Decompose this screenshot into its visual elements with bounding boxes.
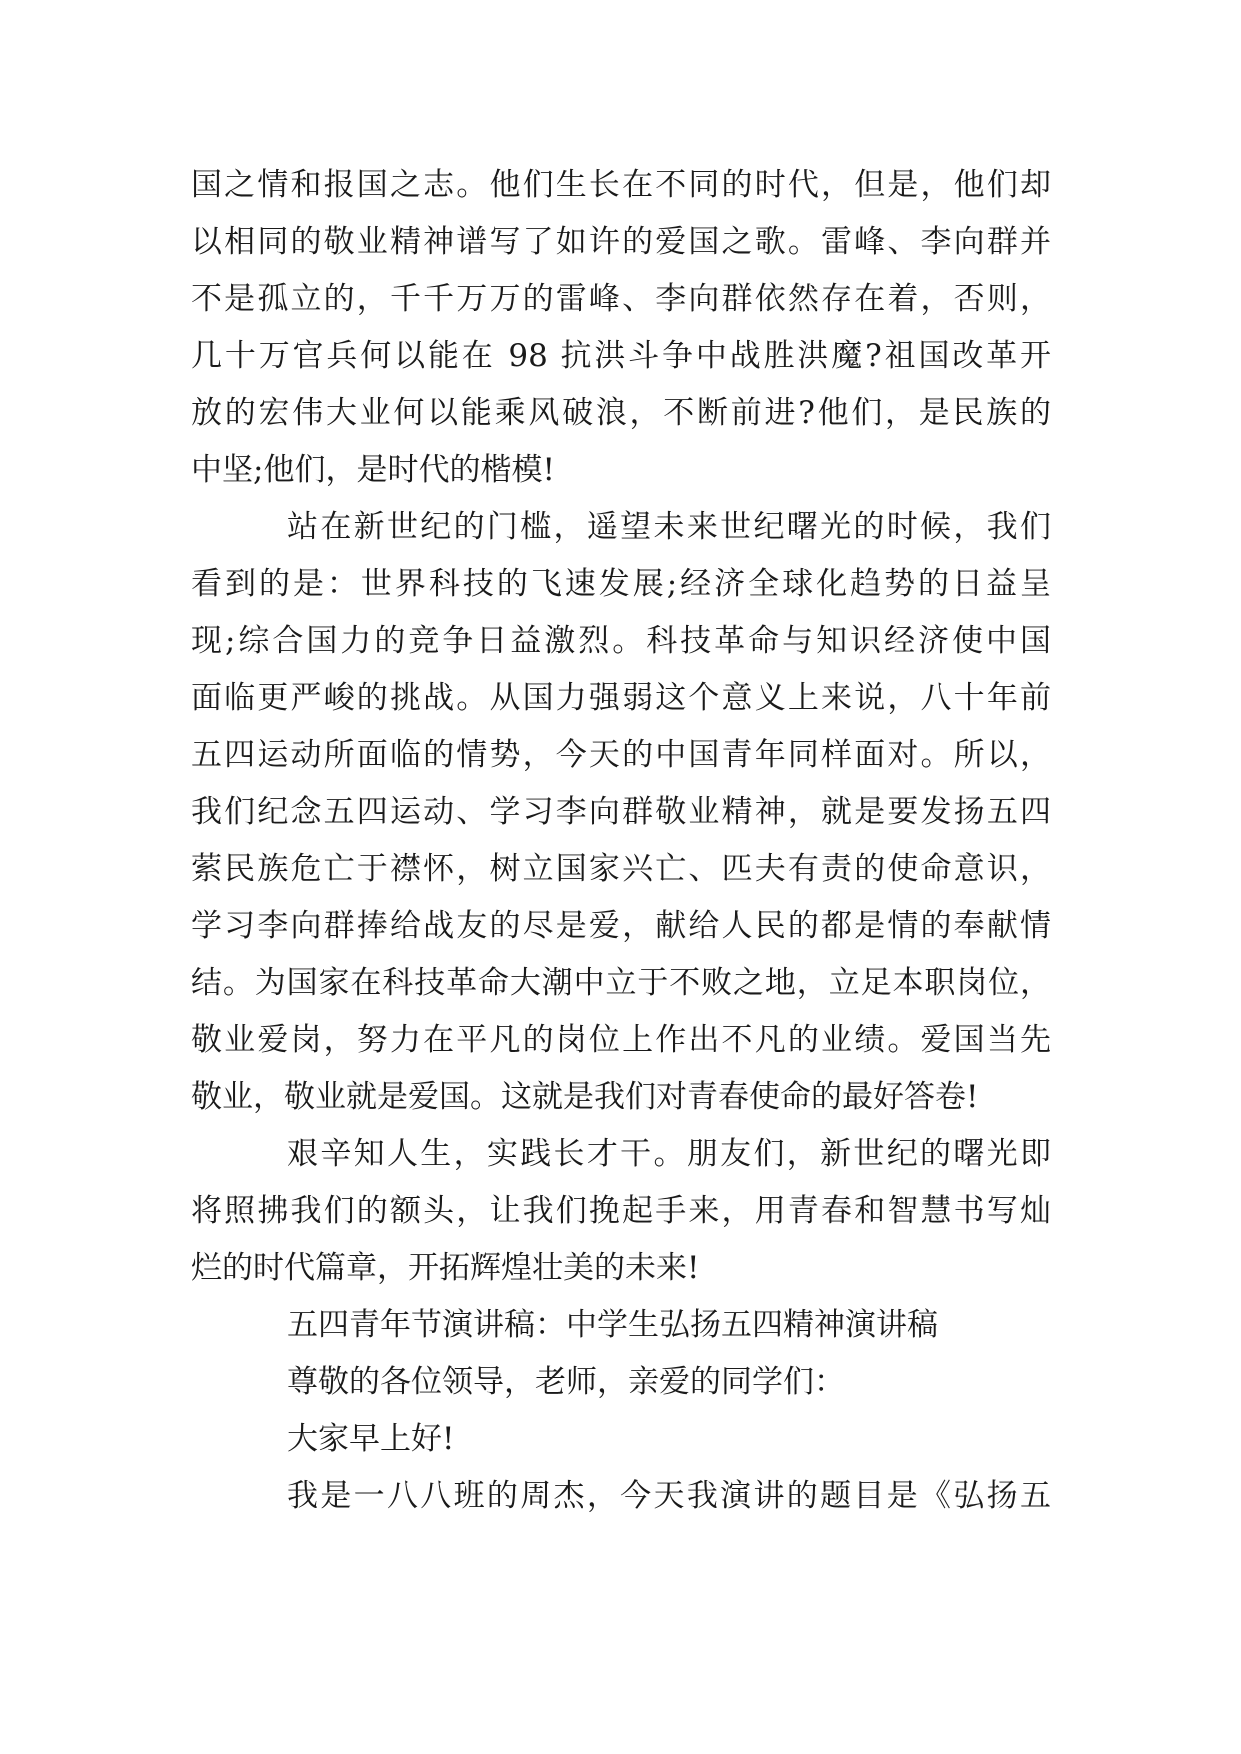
text-line: 烂的时代篇章，开拓辉煌壮美的未来! bbox=[191, 1250, 700, 1286]
text-line: 面临更严峻的挑战。从国力强弱这个意义上来说，八十年前 bbox=[191, 680, 1051, 716]
greeting: 大家早上好! bbox=[287, 1421, 455, 1457]
text-line: 中坚;他们，是时代的楷模! bbox=[191, 452, 555, 488]
text-line: 我们纪念五四运动、学习李向群敬业精神，就是要发扬五四 bbox=[191, 794, 1051, 830]
salutation: 尊敬的各位领导，老师，亲爱的同学们： bbox=[287, 1364, 845, 1400]
text-line: 将照拂我们的额头，让我们挽起手来，用青春和智慧书写灿 bbox=[191, 1193, 1051, 1229]
text-line: 国之情和报国之志。他们生长在不同的时代，但是，他们却 bbox=[191, 167, 1051, 203]
text-line: 放的宏伟大业何以能乘风破浪，不断前进?他们，是民族的 bbox=[191, 395, 1051, 431]
text-line: 结。为国家在科技革命大潮中立于不败之地，立足本职岗位， bbox=[191, 965, 1051, 1001]
section-title: 五四青年节演讲稿：中学生弘扬五四精神演讲稿 bbox=[287, 1307, 938, 1343]
text-line: 我是一八八班的周杰，今天我演讲的题目是《弘扬五 bbox=[287, 1478, 1051, 1514]
text-line: 五四运动所面临的情势，今天的中国青年同样面对。所以， bbox=[191, 737, 1051, 773]
text-line: 看到的是：世界科技的飞速发展;经济全球化趋势的日益呈 bbox=[191, 566, 1051, 602]
text-line: 艰辛知人生，实践长才干。朋友们，新世纪的曙光即 bbox=[287, 1136, 1051, 1172]
text-line: 现;综合国力的竞争日益激烈。科技革命与知识经济使中国 bbox=[191, 623, 1051, 659]
text-line: 敬业爱岗，努力在平凡的岗位上作出不凡的业绩。爱国当先 bbox=[191, 1022, 1051, 1058]
text-line: 以相同的敬业精神谱写了如许的爱国之歌。雷峰、李向群并 bbox=[191, 224, 1051, 260]
text-line: 站在新世纪的门槛，遥望未来世纪曙光的时候，我们 bbox=[287, 509, 1051, 545]
text-line: 学习李向群捧给战友的尽是爱，献给人民的都是情的奉献情 bbox=[191, 908, 1051, 944]
text-line: 敬业，敬业就是爱国。这就是我们对青春使命的最好答卷! bbox=[191, 1079, 979, 1115]
text-line: 萦民族危亡于襟怀，树立国家兴亡、匹夫有责的使命意识， bbox=[191, 851, 1051, 887]
text-line: 几十万官兵何以能在 98 抗洪斗争中战胜洪魔?祖国改革开 bbox=[191, 338, 1051, 374]
document-body bbox=[191, 157, 1051, 1525]
text-line: 不是孤立的，千千万万的雷峰、李向群依然存在着，否则， bbox=[191, 281, 1051, 317]
